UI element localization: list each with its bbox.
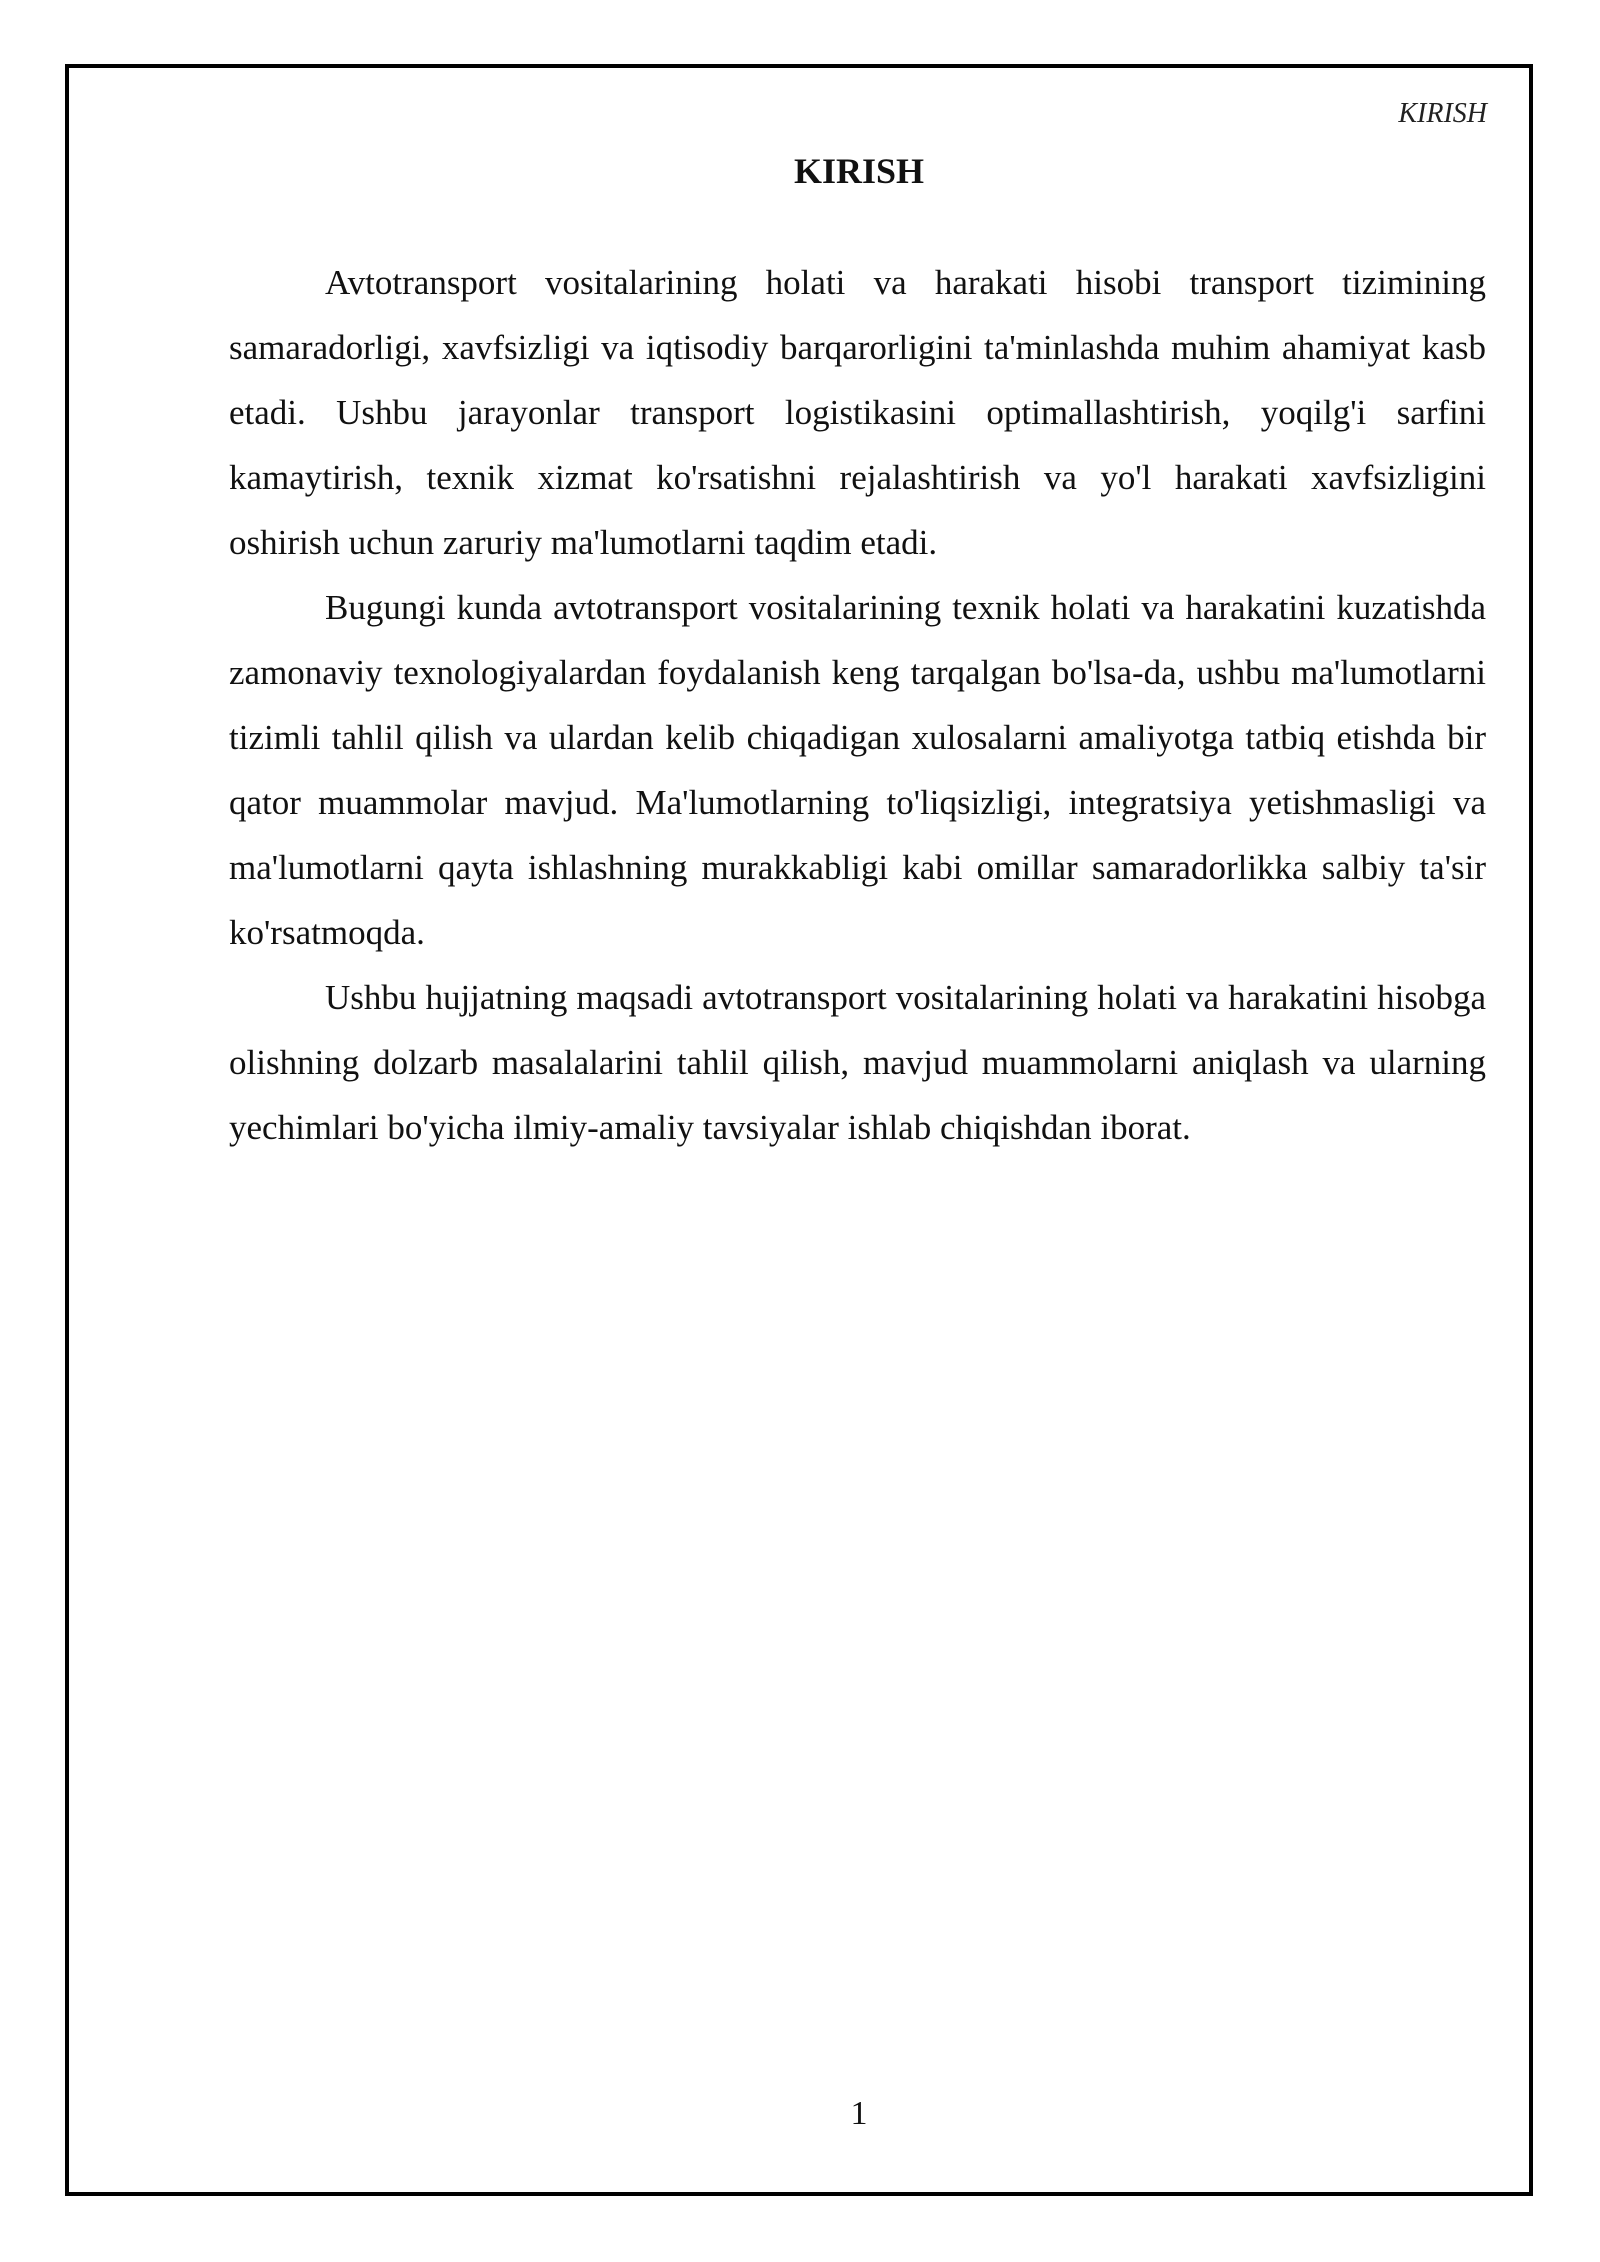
paragraph: Bugungi kunda avtotransport vositalarining texnik holati va harakatini kuzatishda zamonaviy texnologiyalardan foydalanish keng tarqalgan bo'lsa-da, ushbu ma'lumotlarni tizimli tahlil qilish va ulardan kelib chiqadigan xulosalarni amaliyotga tatbiq etishda bir qator muammolar mavjud. Ma'lumotlarning to'liqsizligi, integratsiya yetishmasligi va ma'lumotlarni qayta ishlashning murakkabligi kabi omillar samaradorlikka salbiy ta'sir ko'rsatmoqda.: [229, 588, 1486, 952]
paragraph: Ushbu hujjatning maqsadi avtotransport vositalarining holati va harakatini hisobga olishning dolzarb masalalarini tahlil qilish, mavjud muammolarni aniqlash va ularning yechimlari bo'yicha ilmiy-amaliy tavsiyalar ishlab chiqishdan iborat.: [229, 978, 1486, 1147]
page-title: KIRISH: [793, 151, 925, 191]
document-body: [229, 250, 1486, 1160]
paragraph: Avtotransport vositalarining holati va harakati hisobi transport tizimining samaradorligi, xavfsizligi va iqtisodiy barqarorligini ta'minlashda muhim ahamiyat kasb etadi. Ushbu jarayonlar transport logistikasini optimallashtirish, yoqilg'i sarfini kamaytirish, texnik xizmat ko'rsatishni rejalashtirish va yo'l harakati xavfsizligini oshirish uchun zaruriy ma'lumotlarni taqdim etadi.: [229, 263, 1486, 562]
page-number: 1: [850, 2095, 868, 2132]
running-header: KIRISH: [1398, 98, 1487, 129]
